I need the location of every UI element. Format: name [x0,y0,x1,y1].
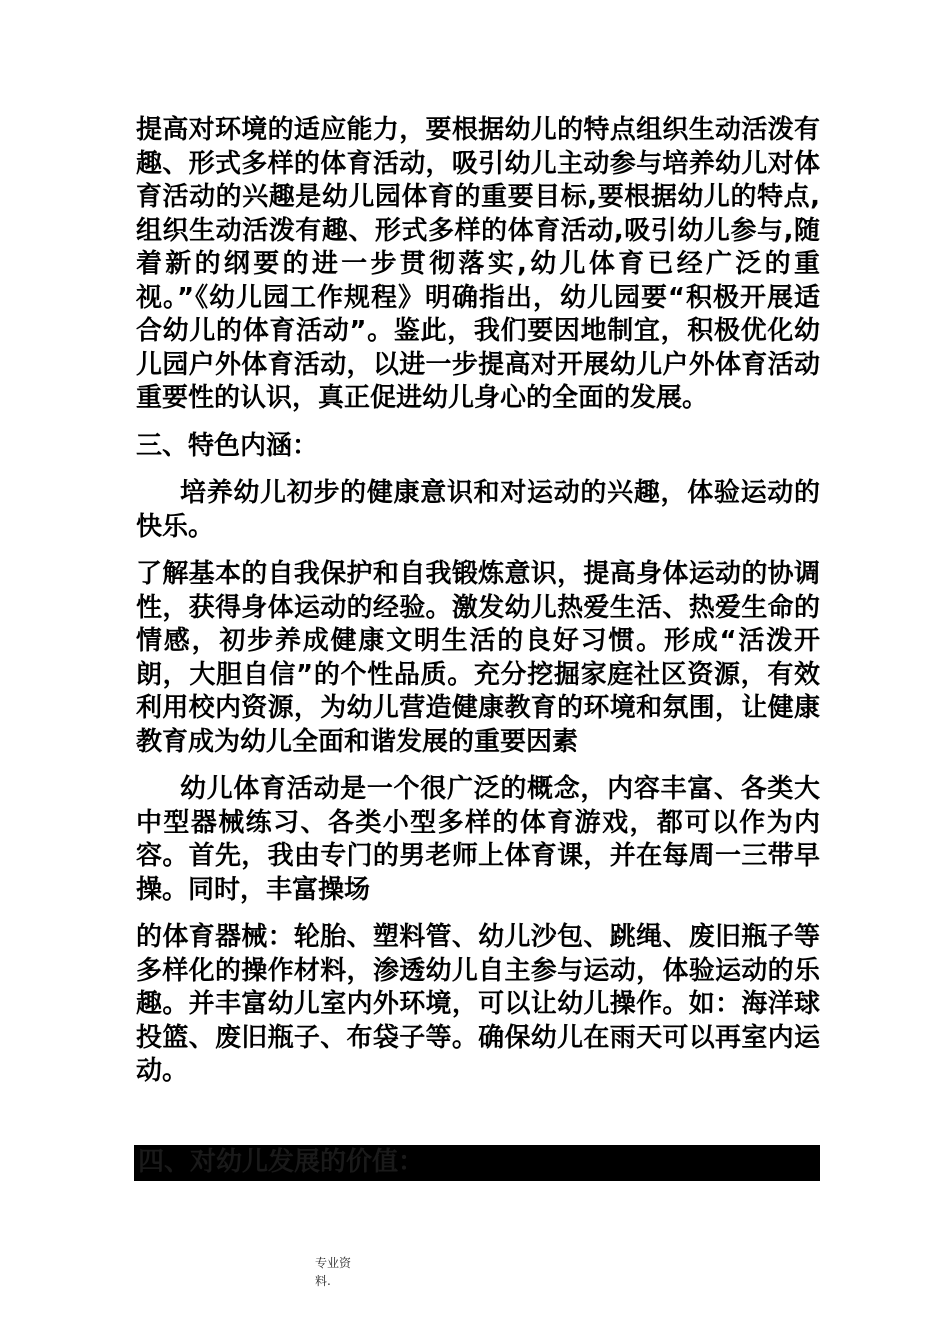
section-heading-3: 三、特色内涵： [136,430,319,461]
document-body [136,114,820,1089]
paragraph-feature-goal: 培养幼儿初步的健康意识和对运动的兴趣，体验运动的快乐。 [136,478,820,542]
page-footer [315,1254,351,1290]
paragraph-equipment: 的体育器械：轮胎、塑料管、幼儿沙包、跳绳、废旧瓶子等多样化的操作材料，渗透幼儿自主参与运动，体验运动的乐趣。并丰富幼儿室内外环境，可以让幼儿操作。如：海洋球投篮、废旧瓶子、布袋子等。确保幼儿在雨天可以再室内运动。 [136,922,820,1086]
paragraph-intro: 提高对环境的适应能力，要根据幼儿的特点组织生动活泼有趣、形式多样的体育活动，吸引幼儿主动参与培养幼儿对体育活动的兴趣是幼儿园体育的重要目标,要根据幼儿的特点,组织生动活泼有趣、形式多样的体育活动,吸引幼儿参与,随着新的纲要的进一步贯彻落实,幼儿体育已经广泛的重视。”《幼儿园工作规程》明确指出，幼儿园要“积极开展适合幼儿的体育活动”。鉴此，我们要因地制宜，积极优化幼儿园户外体育活动，以进一步提高对开展幼儿户外体育活动重要性的认识，真正促进幼儿身心的全面的发展。 [136,115,820,413]
section-heading-4-band [134,1145,820,1181]
footer-line-2: 料. [315,1274,331,1288]
paragraph-feature-detail: 了解基本的自我保护和自我锻炼意识，提高身体运动的协调性，获得身体运动的经验。激发幼儿热爱生活、热爱生命的情感，初步养成健康文明生活的良好习惯。形成“活泼开朗，大胆自信”的个性品质。充分挖掘家庭社区资源，有效利用校内资源，为幼儿营造健康教育的环境和氛围，让健康教育成为幼儿全面和谐发展的重要因素 [136,559,820,757]
footer-line-1: 专业资 [315,1256,352,1270]
section-heading-4: 四、对幼儿发展的价值： [138,1147,425,1177]
paragraph-activity-content: 幼儿体育活动是一个很广泛的概念，内容丰富、各类大中型器械练习、各类小型多样的体育游戏，都可以作为内容。首先，我由专门的男老师上体育课，并在每周一三带早操。同时，丰富操场 [136,774,820,905]
